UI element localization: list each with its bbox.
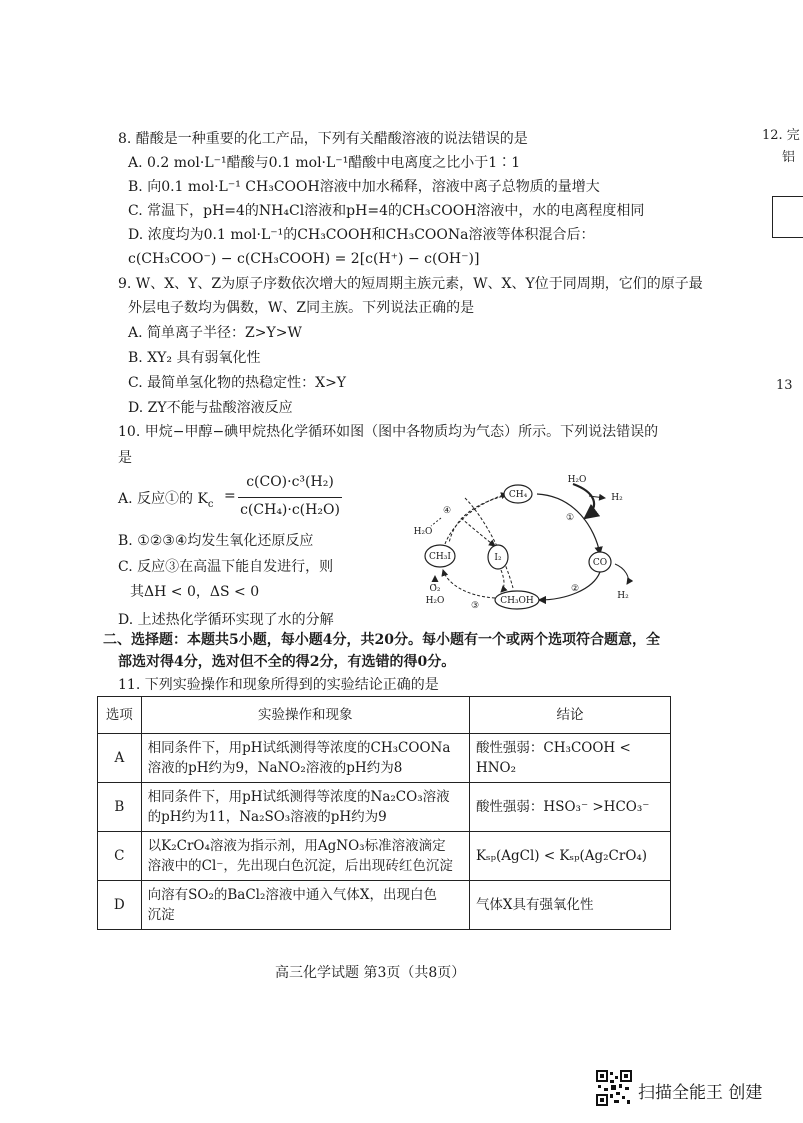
q9-option-c: C. 最简单氢化物的热稳定性：X>Y [128,375,347,391]
q10-option-a-label: A. 反应①的 K [118,491,208,507]
q9-option-d: D. ZY不能与盐酸溶液反应 [128,400,293,416]
edge-box [772,196,803,238]
table-row [98,832,671,881]
q8-option-b: B. 向0.1 mol·L⁻¹ CH₃COOH溶液中加水稀释，溶液中离子总物质的量增大 [128,179,600,195]
row-c-operation-line1: 以K₂CrO₄溶液为指示剂，用AgNO₃标准溶液滴定 [147,838,446,854]
arrow-cross-dashed [465,498,513,588]
label-ch4: CH₄ [508,490,528,500]
row-d-option: D [98,881,142,930]
scanner-brand-watermark: 扫描全能王 创建 [638,1083,763,1103]
q10-option-b: B. ①②③④均发生氧化还原反应 [118,533,314,549]
q8-option-c: C. 常温下，pH=4的NH₄Cl溶液和pH=4的CH₃COOH溶液中，水的电离程度相同 [128,203,645,219]
row-b-operation [141,783,469,832]
q8-option-d-equation: c(CH₃COO⁻) − c(CH₃COOH) = 2[c(H⁺) − c(OH⁻)] [128,251,480,267]
fraction-bar [238,497,342,498]
arrow-h2o-left [431,518,441,526]
label-step3: ③ [470,601,480,611]
row-c-operation-line2: 溶液中的Cl⁻，先出现白色沉淀，后出现砖红色沉淀 [147,858,453,874]
row-a-operation-line2: 溶液的pH约为9，NaNO₂溶液的pH约为8 [147,760,403,776]
q10-stem-line2: 是 [118,450,132,466]
q8-option-a: A. 0.2 mol·L⁻¹醋酸与0.1 mol·L⁻¹醋酸中电离度之比小于1∶1 [128,155,521,171]
qr-code-icon [596,1070,632,1106]
label-ch3oh: CH₃OH [500,596,534,606]
label-i2: I₂ [494,553,502,563]
section2-heading-line2: 部选对得4分，选对但不全的得2分，有选错的得0分。 [118,654,456,670]
q10-option-c-line1: C. 反应③在高温下能自发进行，则 [118,559,334,575]
q10-option-d: D. 上述热化学循环实现了水的分解 [118,612,334,628]
arrow-h2o-input [573,484,594,518]
label-ch3i: CH₃I [429,552,451,562]
header-option: 选项 [98,697,142,734]
row-d-operation [141,881,469,930]
row-b-operation-line1: 相同条件下，用pH试纸测得等浓度的Na₂CO₃溶液 [147,789,450,805]
row-c-conclusion: Kₛₚ(AgCl) < Kₛₚ(Ag₂CrO₄) [469,832,670,881]
q9-stem-line2: 外层电子数均为偶数，W、Z同主族。下列说法正确的是 [128,300,475,316]
header-operation: 实验操作和现象 [141,697,469,734]
row-a-operation-line1: 相同条件下，用pH试纸测得等浓度的CH₃COONa [147,740,451,756]
row-a-conclusion: 酸性强弱：CH₃COOH < HNO₂ [469,734,670,783]
label-h2o-top: H₂O [567,475,587,485]
row-d-operation-line1: 向溶有SO₂的BaCl₂溶液中通入气体X，出现白色 [147,887,437,903]
header-conclusion: 结论 [469,697,670,734]
arrow-ch3i-to-ch4 [442,494,507,544]
q10-option-a-numerator: c(CO)·c³(H₂) [246,474,334,490]
q10-option-c-line2: 其ΔH < 0，ΔS < 0 [130,584,260,600]
label-h2o-left-low: H₂O [425,596,445,606]
label-o2: O₂ [429,584,441,594]
label-step4: ④ [442,506,452,516]
q11-table-header [98,697,671,734]
q10-option-a-prefix [118,488,214,510]
edge-q12-fragment: 铝 [782,150,796,165]
thermochemical-cycle-diagram [405,458,640,616]
row-a-operation [141,734,469,783]
q9-option-b: B. XY₂ 具有弱氧化性 [128,350,261,366]
arrow-i2-to-ch3oh [501,570,504,592]
label-h2-low: H₂ [617,591,629,601]
arrow-co-to-ch3oh [539,572,600,600]
arrow-ch3oh-to-ch3i [443,570,495,598]
row-a-option: A [98,734,142,783]
q10-stem-line1: 10. 甲烷−甲醇−碘甲烷热化学循环如图（图中各物质均为气态）所示。下列说法错误的 [118,424,659,440]
edge-q12: 12. 完 [762,128,800,143]
row-c-operation [141,832,469,881]
label-step1: ① [565,513,575,523]
row-d-conclusion: 气体X具有强氧化性 [469,881,670,930]
q8-option-d: D. 浓度均为0.1 mol·L⁻¹的CH₃COOH和CH₃COONa溶液等体积混合后： [128,227,595,243]
label-h2o-left: H₂O [413,527,433,537]
arrow-h2-output-low [615,564,628,584]
page-footer: 高三化学试题 第3页（共8页） [275,965,466,981]
row-d-operation-line2: 沉淀 [147,907,175,923]
q11-stem: 11. 下列实验操作和现象所得到的实验结论正确的是 [118,677,439,693]
label-co: CO [592,558,608,568]
row-c-option: C [98,832,142,881]
q11-table [97,696,671,930]
arrow-ch4-branch [449,495,507,543]
section2-heading-line1: 二、选择题：本题共5小题，每小题4分，共20分。每小题有一个或两个选项符合题意，全 [103,632,660,648]
row-b-operation-line2: 的pH约为11，Na₂SO₃溶液的pH约为9 [147,809,387,825]
label-step2: ② [570,584,580,594]
edge-q13: 13 [776,378,793,393]
table-row [98,734,671,783]
arrow-ch4-to-co [537,494,600,554]
q9-option-a: A. 简单离子半径：Z>Y>W [128,325,302,341]
table-row [98,783,671,832]
q9-stem-line1: 9. W、X、Y、Z为原子序数依次增大的短周期主族元素，W、X、Y位于同周期，它们的原子最 [118,276,703,292]
q10-option-a-equals: = [224,488,236,504]
q10-option-a-k-subscript: c [207,498,214,510]
q10-option-a-denominator: c(CH₄)·c(H₂O) [240,502,340,518]
q8-stem: 8. 醋酸是一种重要的化工产品，下列有关醋酸溶液的说法错误的是 [118,131,528,147]
row-b-option: B [98,783,142,832]
row-b-conclusion: 酸性强弱：HSO₃⁻ >HCO₃⁻ [469,783,670,832]
q10-option-a [118,472,348,524]
label-h2-top: H₂ [611,493,623,503]
table-row [98,881,671,930]
